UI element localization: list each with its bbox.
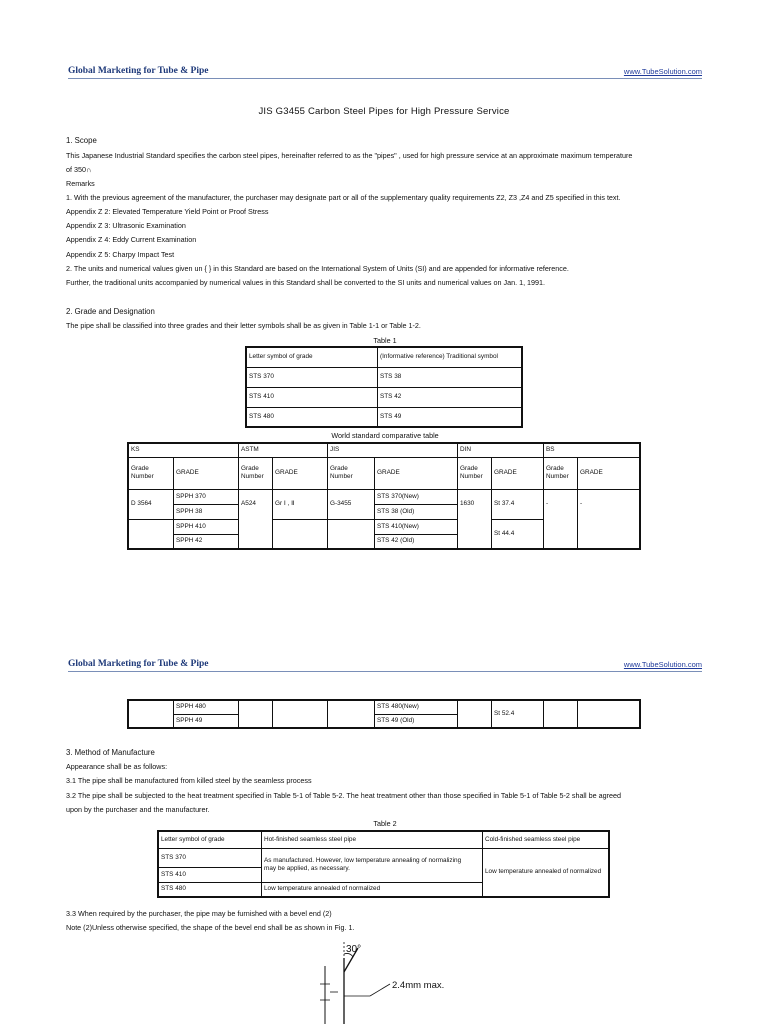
scope-paragraph-cont: of 350∩	[66, 165, 92, 174]
brand-title: Global Marketing for Tube & Pipe	[68, 66, 209, 76]
ks-number: D 3564	[128, 489, 174, 519]
jis-grade: STS 38 (Old)	[375, 504, 458, 519]
org-jis: JIS	[328, 443, 458, 457]
table2-hot-treatment	[262, 848, 483, 882]
manufacture-heading: 3. Method of Manufacture	[66, 748, 155, 757]
din-grade: St 44.4	[492, 519, 544, 549]
org-ks: KS	[128, 443, 239, 457]
astm-number-empty	[239, 700, 273, 728]
angle-label: 30°	[346, 944, 362, 955]
remark-3: Further, the traditional units accompanied by numerical values in this Standard shall be converted to the SI units and numerical values on Jan. 1, 1991.	[66, 278, 546, 287]
scope-paragraph: This Japanese Industrial Standard specifies the carbon steel pipes, hereinafter referred to as the "pipes" , used for high pressure service at an approximate maximum temperature	[66, 151, 633, 160]
grade-header: GRADE	[578, 457, 641, 489]
table1-cell: STS 38	[378, 367, 523, 387]
manufacture-3-3: 3.3 When required by the purchaser, the pipe may be furnished with a bevel end (2)	[66, 909, 332, 918]
website-link[interactable]: www.TubeSolution.com	[623, 660, 702, 669]
table1-header: Letter symbol of grade	[246, 347, 378, 367]
table2-grade: STS 480	[158, 882, 262, 897]
scope-heading: 1. Scope	[66, 136, 97, 145]
ks-grade: SPPH 410	[174, 519, 239, 534]
din-number-empty	[458, 700, 492, 728]
astm-grade-empty	[273, 700, 328, 728]
org-astm: ASTM	[239, 443, 328, 457]
table1-header: (Informative reference) Traditional symbol	[378, 347, 523, 367]
table1-cell: STS 42	[378, 387, 523, 407]
table1-cell: STS 410	[246, 387, 378, 407]
astm-number: A524	[239, 489, 273, 549]
manufacture-3-1: 3.1 The pipe shall be manufactured from killed steel by the seamless process	[66, 776, 312, 785]
grade-number-header: Grade Number	[458, 457, 492, 489]
appendix-z2: Appendix Z 2: Elevated Temperature Yield Point or Proof Stress	[66, 207, 269, 216]
manufacture-3-2: 3.2 The pipe shall be subjected to the heat treatment specified in Table 5-1 of Table 5-2. The heat treatment other than those specified in Table 5-1 of Table 5-2 shall be agreed	[66, 791, 621, 800]
jis-number-empty	[328, 519, 375, 549]
astm-grade: Gr Ⅰ , Ⅱ	[273, 489, 328, 519]
document-title: JIS G3455 Carbon Steel Pipes for High Pressure Service	[258, 106, 510, 117]
table1-cell: STS 370	[246, 367, 378, 387]
table1	[245, 346, 523, 428]
table1-cell: STS 49	[378, 407, 523, 427]
ks-grade: SPPH 42	[174, 534, 239, 549]
jis-grade: STS 480(New)	[375, 700, 458, 714]
bevel-end-figure	[300, 940, 500, 1024]
bs-number: -	[544, 489, 578, 549]
website-link[interactable]: www.TubeSolution.com	[623, 67, 702, 76]
leader-line	[370, 984, 390, 996]
remarks-label: Remarks	[66, 179, 95, 188]
astm-grade-empty	[273, 519, 328, 549]
manufacture-note: Note (2)Unless otherwise specified, the shape of the bevel end shall be as shown in Fig. 1.	[66, 923, 355, 932]
world-table-caption: World standard comparative table	[331, 431, 439, 440]
table2-header: Hot-finished seamless steel pipe	[262, 831, 483, 848]
header-divider	[68, 671, 702, 672]
din-grade: St 37.4	[492, 489, 544, 519]
table2-cold-treatment: Low temperature annealed of normalized	[483, 848, 610, 897]
ks-grade: SPPH 49	[174, 714, 239, 728]
grade-header: GRADE	[492, 457, 544, 489]
manufacture-intro: Appearance shall be as follows:	[66, 762, 168, 771]
bs-grade: -	[578, 489, 641, 549]
table2	[157, 830, 610, 898]
appendix-z5: Appendix Z 5: Charpy Impact Test	[66, 250, 175, 259]
table2-hot-text-cont: may be applied, as necessary.	[264, 865, 350, 872]
bs-grade-empty	[578, 700, 641, 728]
table2-header: Letter symbol of grade	[158, 831, 262, 848]
ks-grade: SPPH 370	[174, 489, 239, 504]
appendix-z4: Appendix Z 4: Eddy Current Examination	[66, 235, 197, 244]
manufacture-3-2-cont: upon by the purchaser and the manufacturer.	[66, 805, 210, 814]
table2-hot-treatment: Low temperature annealed of normalized	[262, 882, 483, 897]
grade-heading: 2. Grade and Designation	[66, 307, 155, 316]
remark-1: 1. With the previous agreement of the manufacturer, the purchaser may designate part or all of the supplementary quality requirements Z2, Z3 ,Z4 and Z5 specified in this text.	[66, 193, 621, 202]
remark-2: 2. The units and numerical values given un { } in this Standard are based on the International System of Units (SI) and are appended for informative reference.	[66, 264, 569, 273]
world-comparison-table-continued	[127, 699, 641, 729]
appendix-z3: Appendix Z 3: Ultrasonic Examination	[66, 221, 186, 230]
brand-title: Global Marketing for Tube & Pipe	[68, 659, 209, 669]
jis-grade: STS 49 (Old)	[375, 714, 458, 728]
grade-header: GRADE	[375, 457, 458, 489]
table1-caption: Table 1	[373, 336, 397, 345]
table2-grade: STS 410	[158, 867, 262, 882]
jis-grade: STS 42 (Old)	[375, 534, 458, 549]
dimension-label: 2.4mm max.	[392, 980, 445, 991]
table2-hot-text: As manufactured. However, low temperature annealing of normalizing	[264, 857, 462, 864]
table2-caption: Table 2	[373, 819, 397, 828]
ks-number-empty	[128, 519, 174, 549]
ks-grade: SPPH 38	[174, 504, 239, 519]
grade-number-header: Grade Number	[128, 457, 174, 489]
jis-number: G-3455	[328, 489, 375, 519]
grade-header: GRADE	[174, 457, 239, 489]
header-divider	[68, 78, 702, 79]
table1-cell: STS 480	[246, 407, 378, 427]
org-din: DIN	[458, 443, 544, 457]
jis-grade: STS 370(New)	[375, 489, 458, 504]
ks-number-empty	[128, 700, 174, 728]
table2-header: Cold-finished seamless steel pipe	[483, 831, 610, 848]
table2-grade: STS 370	[158, 848, 262, 867]
jis-number-empty	[328, 700, 375, 728]
grade-number-header: Grade Number	[239, 457, 273, 489]
din-number: 1630	[458, 489, 492, 549]
ks-grade: SPPH 480	[174, 700, 239, 714]
world-comparison-table	[127, 442, 641, 550]
grade-number-header: Grade Number	[544, 457, 578, 489]
jis-grade: STS 410(New)	[375, 519, 458, 534]
din-grade: St 52.4	[492, 700, 544, 728]
grade-paragraph: The pipe shall be classified into three grades and their letter symbols shall be as given in Table 1-1 or Table 1-2.	[66, 321, 421, 330]
grade-header: GRADE	[273, 457, 328, 489]
org-bs: BS	[544, 443, 641, 457]
grade-number-header: Grade Number	[328, 457, 375, 489]
bs-number-empty	[544, 700, 578, 728]
